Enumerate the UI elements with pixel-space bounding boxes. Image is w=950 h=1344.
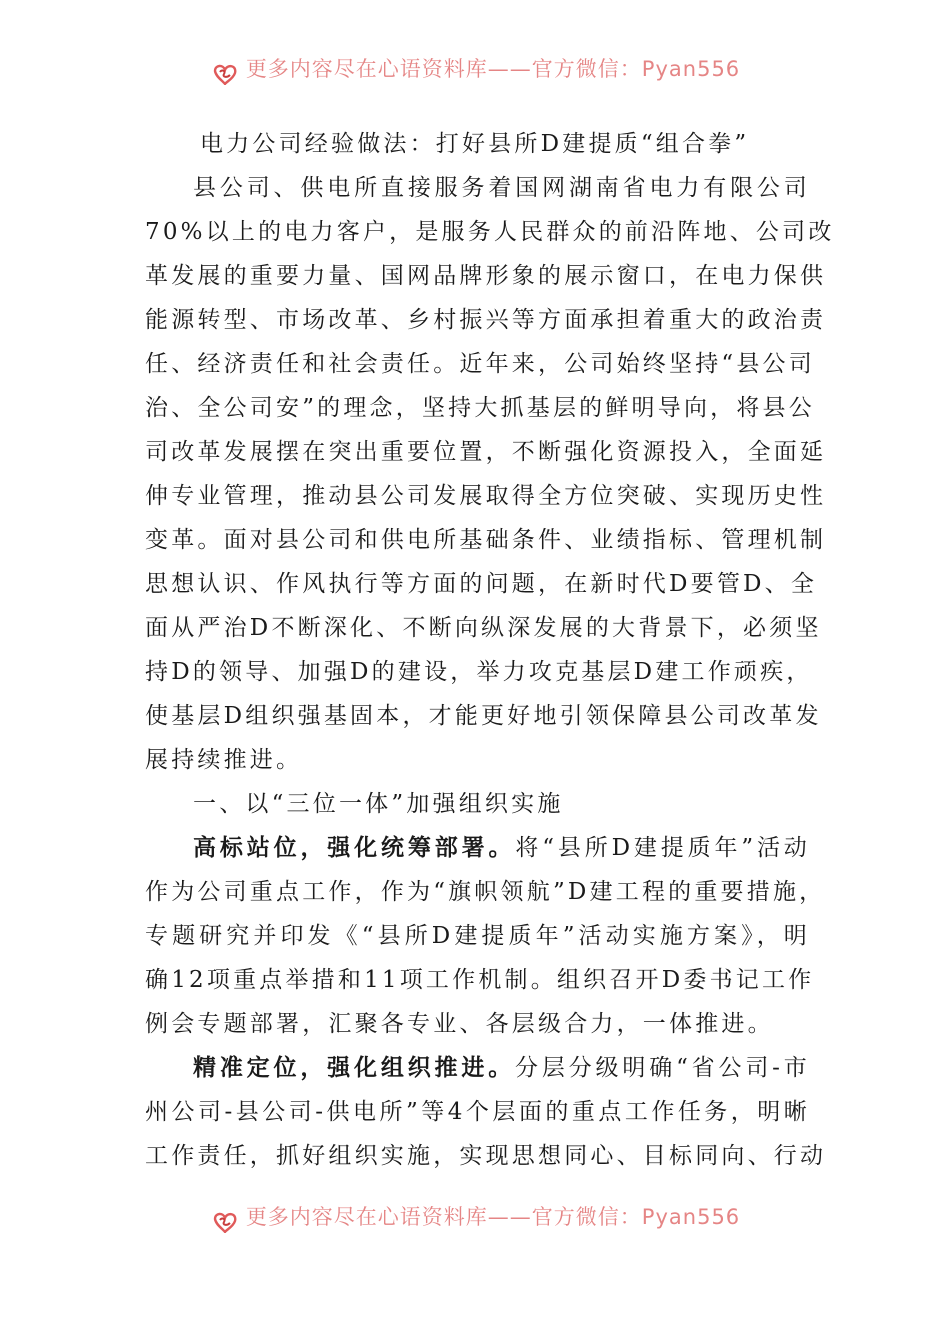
text-line: 确12项重点举措和11项工作机制。组织召开D委书记工作: [145, 967, 815, 993]
text-line: 展持续推进。: [145, 747, 303, 773]
text-line: 变革。面对县公司和供电所基础条件、业绩指标、管理机制: [145, 527, 827, 553]
text-line: 州公司-县公司-供电所”等4个层面的重点工作任务，明晰: [145, 1099, 810, 1125]
text-line: 思想认识、作风执行等方面的问题，在新时代D要管D、全: [145, 571, 818, 597]
text-line: 使基层D组织强基固本，才能更好地引领保障县公司改革发: [145, 703, 822, 729]
text-line: [145, 1046, 810, 1090]
watermark-text: 更多内容尽在心语资料库——官方微信：Pyan556: [245, 1205, 741, 1229]
document-title: 电力公司经验做法：打好县所D建提质“组合拳”: [200, 131, 750, 157]
watermark-footer: [0, 1202, 950, 1242]
heart-swirl-logo-icon: [210, 1211, 240, 1233]
text-line: 能源转型、市场改革、乡村振兴等方面承担着重大的政治责: [145, 307, 827, 333]
watermark-header: [0, 54, 950, 94]
text-line: 司改革发展摆在突出重要位置，不断强化资源投入，全面延: [145, 439, 827, 465]
text-line: 70%以上的电力客户，是服务人民群众的前沿阵地、公司改: [145, 219, 835, 245]
text-line: 县公司、供电所直接服务着国网湖南省电力有限公司: [193, 175, 810, 201]
text-line: 伸专业管理，推动县公司发展取得全方位突破、实现历史性: [145, 483, 827, 509]
heart-swirl-logo-icon: [210, 63, 240, 85]
text-line: 持D的领导、加强D的建设，举力攻克基层D建工作顽疾，: [145, 659, 813, 685]
section-heading: 一、以“三位一体”加强组织实施: [193, 791, 564, 817]
text-line: 工作责任，抓好组织实施，实现思想同心、目标同向、行动: [145, 1143, 827, 1169]
text-line: 任、经济责任和社会责任。近年来，公司始终坚持“县公司: [145, 351, 815, 377]
watermark-text: 更多内容尽在心语资料库——官方微信：Pyan556: [245, 57, 741, 81]
text-run: 将“县所D建提质年”活动: [515, 835, 811, 861]
text-line: [145, 826, 810, 870]
paragraph-lead: 高标站位，强化统筹部署。: [193, 834, 516, 861]
text-line: 面从严治D不断深化、不断向纵深发展的大背景下，必须坚: [145, 615, 822, 641]
intro-paragraph: [145, 166, 835, 782]
document-body: [145, 122, 835, 1178]
text-run: 分层分级明确“省公司-市: [515, 1055, 810, 1081]
paragraph-lead: 精准定位，强化组织推进。: [193, 1054, 516, 1081]
text-line: 革发展的重要力量、国网品牌形象的展示窗口，在电力保供: [145, 263, 827, 289]
text-line: 专题研究并印发《“县所D建提质年”活动实施方案》，明: [145, 923, 810, 949]
text-line: 作为公司重点工作，作为“旗帜领航”D建工程的重要措施，: [145, 879, 826, 905]
paragraph-precise-position: [145, 1046, 827, 1178]
text-line: 治、全公司安”的理念，坚持大抓基层的鲜明导向，将县公: [145, 395, 815, 421]
paragraph-high-standard: [145, 826, 826, 1046]
text-line: 例会专题部署，汇聚各专业、各层级合力，一体推进。: [145, 1011, 774, 1037]
